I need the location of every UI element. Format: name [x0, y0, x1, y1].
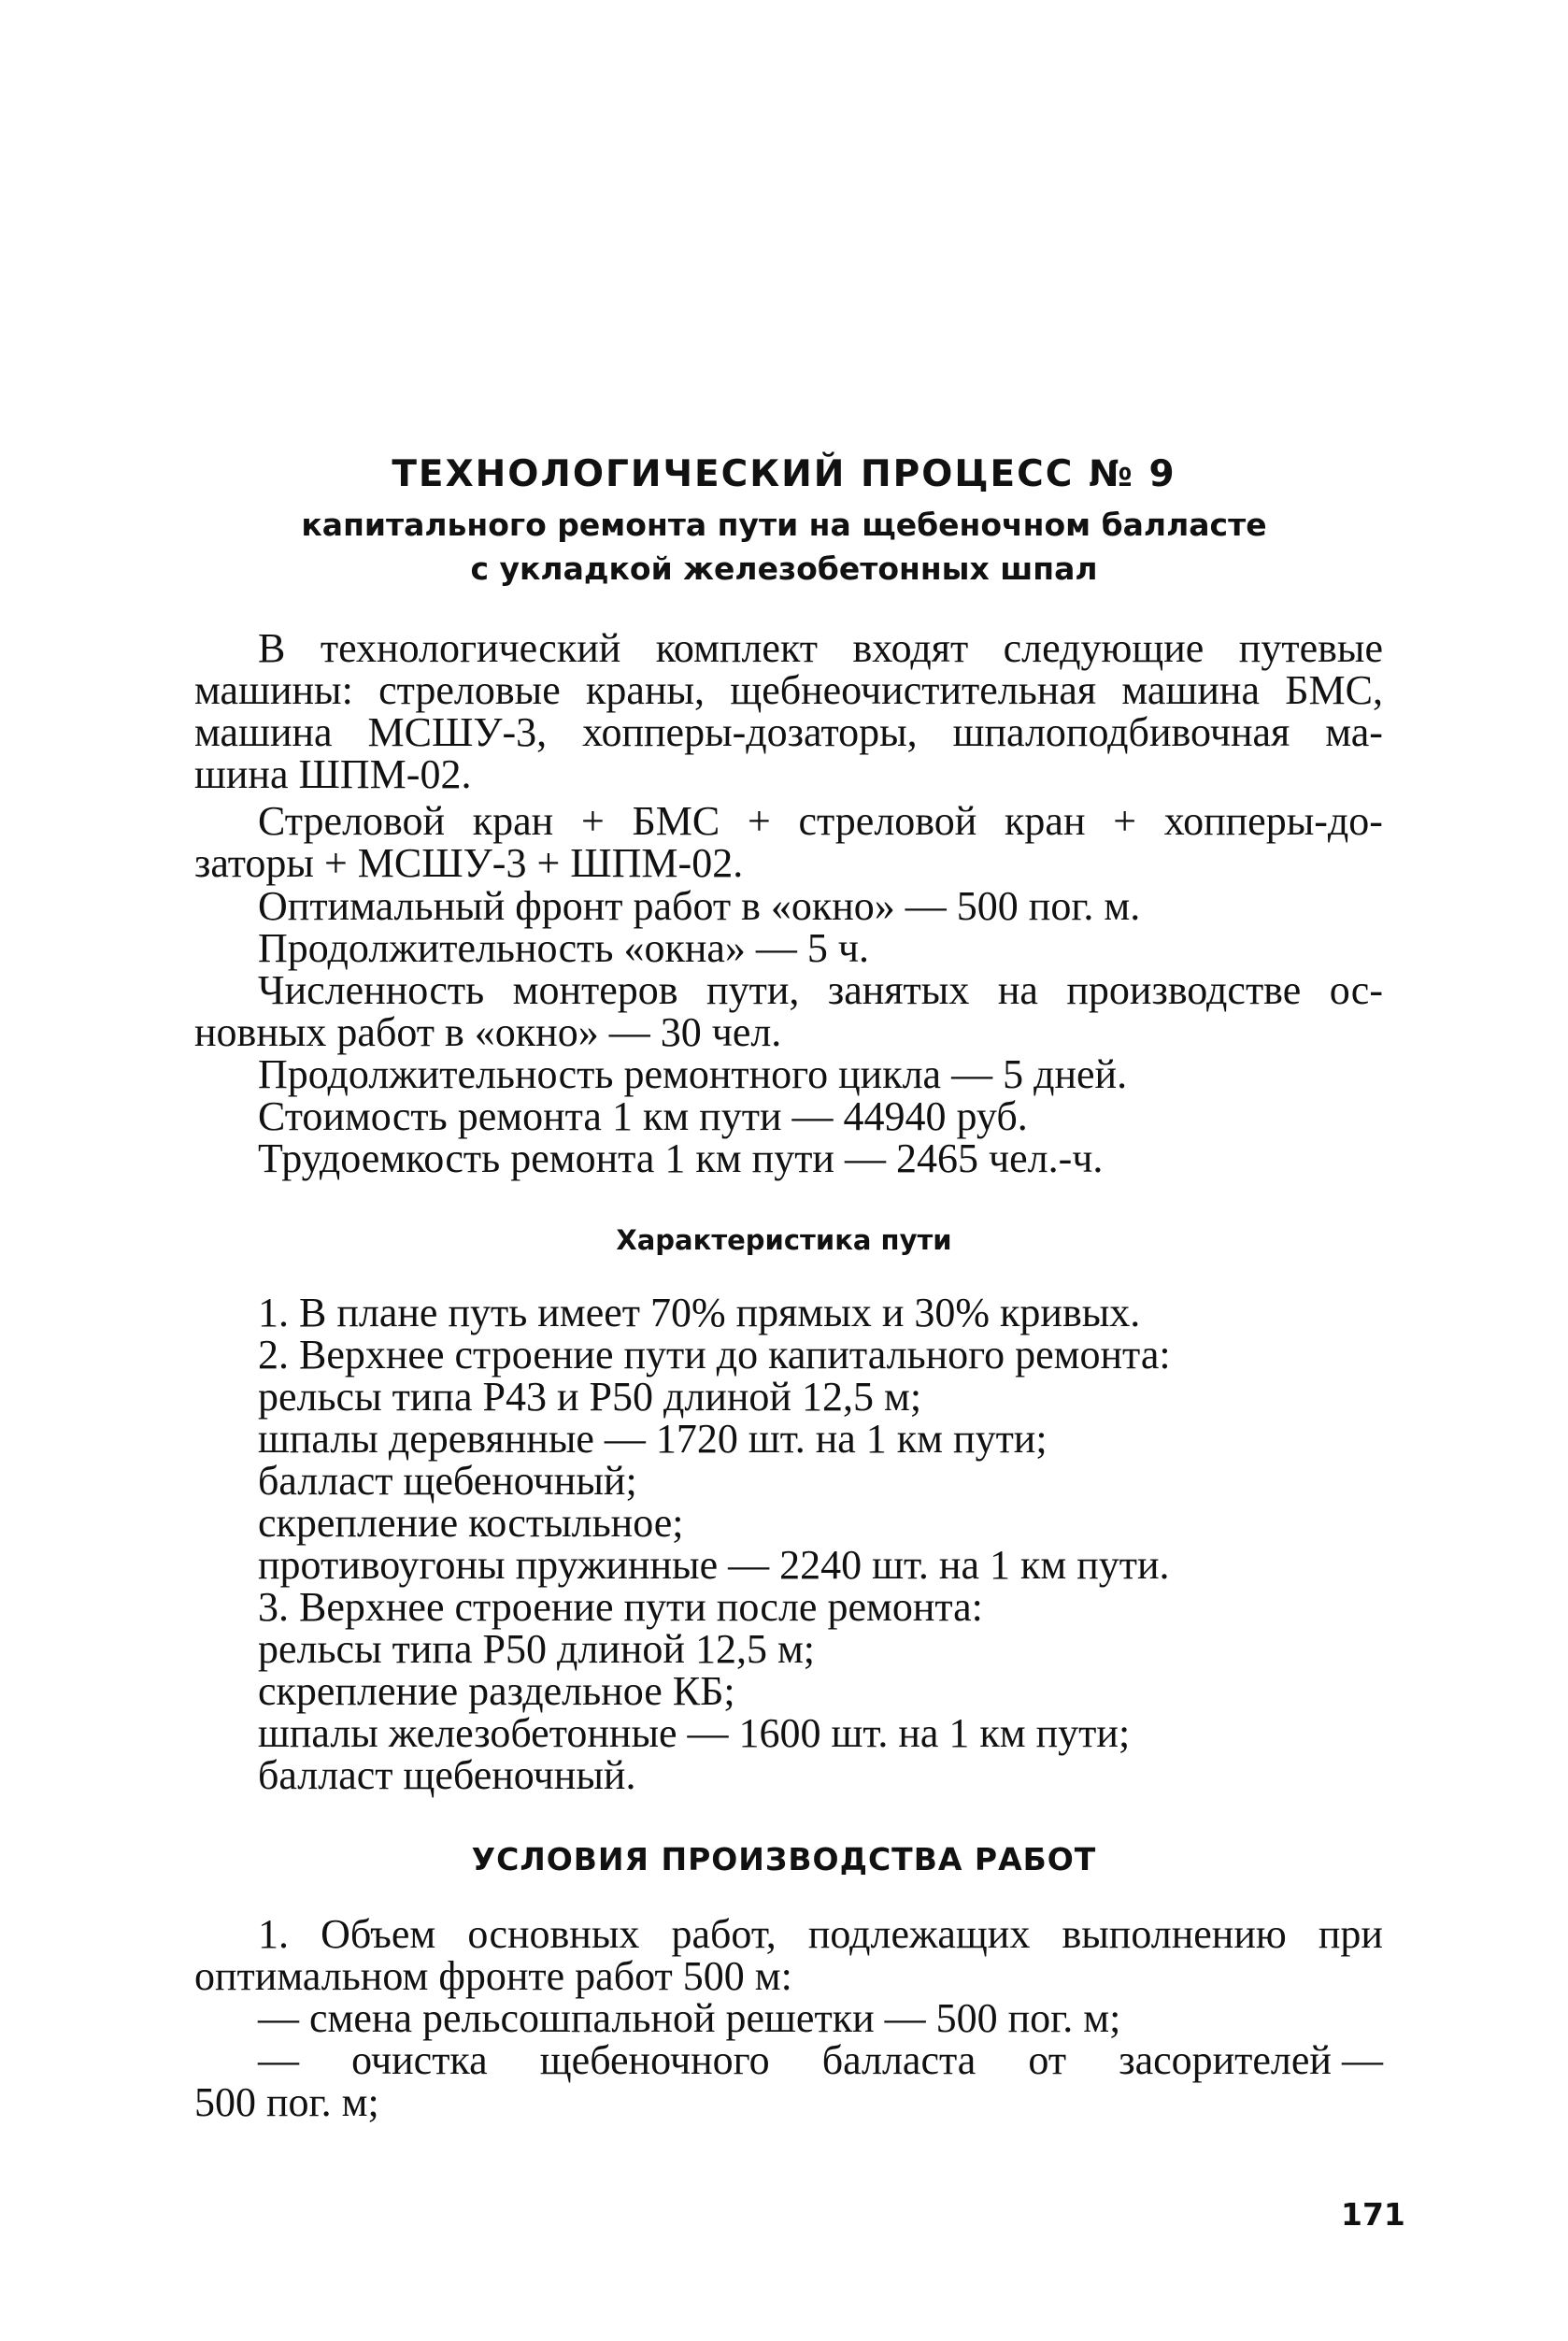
conditions-line-4: — очистка щебеночного балласта от засорителей — — [258, 2037, 1383, 2083]
conditions-line-5: 500 пог. м; — [194, 2079, 379, 2125]
intro-window-duration: Продолжительность «окна» — 5 ч. — [258, 925, 870, 971]
intro-formula-line-1: Стреловой кран + БМС + стреловой кран + хопперы-до- — [258, 798, 1383, 844]
characteristics-item: рельсы типа Р43 и Р50 длиной 12,5 м; — [258, 1374, 922, 1420]
intro-cycle-duration: Продолжительность ремонтного цикла — 5 дней. — [258, 1051, 1128, 1097]
page-number: 171 — [1341, 2196, 1405, 2233]
characteristics-item: противоугоны пружинные — 2240 шт. на 1 км пути. — [258, 1542, 1170, 1588]
conditions-line-2: оптимальном фронте работ 500 м: — [194, 1953, 792, 1999]
characteristics-item: 2. Верхнее строение пути до капитального ремонта: — [258, 1332, 1171, 1377]
characteristics-item: скрепление костыльное; — [258, 1500, 684, 1546]
intro-workers-line-1: Численность монтеров пути, занятых на производстве ос- — [258, 967, 1383, 1013]
intro-line-3: машина МСШУ-3, хопперы-дозаторы, шпалоподбивочная ма- — [194, 709, 1383, 755]
intro-formula-line-2: заторы + МСШУ-3 + ШПМ-02. — [194, 840, 744, 886]
intro-line-4: шина ШПМ-02. — [194, 751, 472, 797]
characteristics-item: шпалы деревянные — 1720 шт. на 1 км пути; — [258, 1416, 1048, 1462]
conditions-line-3: — смена рельсошпальной решетки — 500 пог. м; — [258, 1995, 1121, 2041]
conditions-line-1: 1. Объем основных работ, подлежащих выполнению при — [258, 1911, 1383, 1957]
intro-line-2: машины: стреловые краны, щебнеочистительная машина БМС, — [194, 667, 1383, 713]
characteristics-item: 3. Верхнее строение пути после ремонта: — [258, 1584, 983, 1630]
characteristics-item: рельсы типа Р50 длиной 12,5 м; — [258, 1626, 816, 1672]
characteristics-item: скрепление раздельное КБ; — [258, 1668, 735, 1714]
characteristics-item: балласт щебеночный; — [258, 1458, 637, 1504]
document-subtitle-line-1: капитального ремонта пути на щебеночном балласте — [301, 507, 1267, 543]
intro-workers-line-2: новных работ в «окно» — 30 чел. — [194, 1009, 782, 1055]
document-subtitle-line-2: с укладкой железобетонных шпал — [470, 550, 1098, 587]
intro-repair-cost: Стоимость ремонта 1 км пути — 44940 руб. — [258, 1093, 1028, 1139]
document-title: ТЕХНОЛОГИЧЕСКИЙ ПРОЦЕСС № 9 — [392, 453, 1176, 495]
intro-work-front: Оптимальный фронт работ в «окно» — 500 пог. м. — [258, 883, 1141, 929]
characteristics-heading: Характеристика пути — [616, 1224, 952, 1256]
characteristics-item: балласт щебеночный. — [258, 1752, 636, 1798]
conditions-heading: УСЛОВИЯ ПРОИЗВОДСТВА РАБОТ — [471, 1841, 1097, 1877]
intro-line-1: В технологический комплект входят следующие путевые — [258, 625, 1383, 671]
characteristics-item: шпалы железобетонные — 1600 шт. на 1 км пути; — [258, 1710, 1131, 1756]
intro-labor-intensity: Трудоемкость ремонта 1 км пути — 2465 чел.-ч. — [258, 1135, 1104, 1181]
characteristics-item: 1. В плане путь имеет 70% прямых и 30% кривых. — [258, 1290, 1141, 1335]
